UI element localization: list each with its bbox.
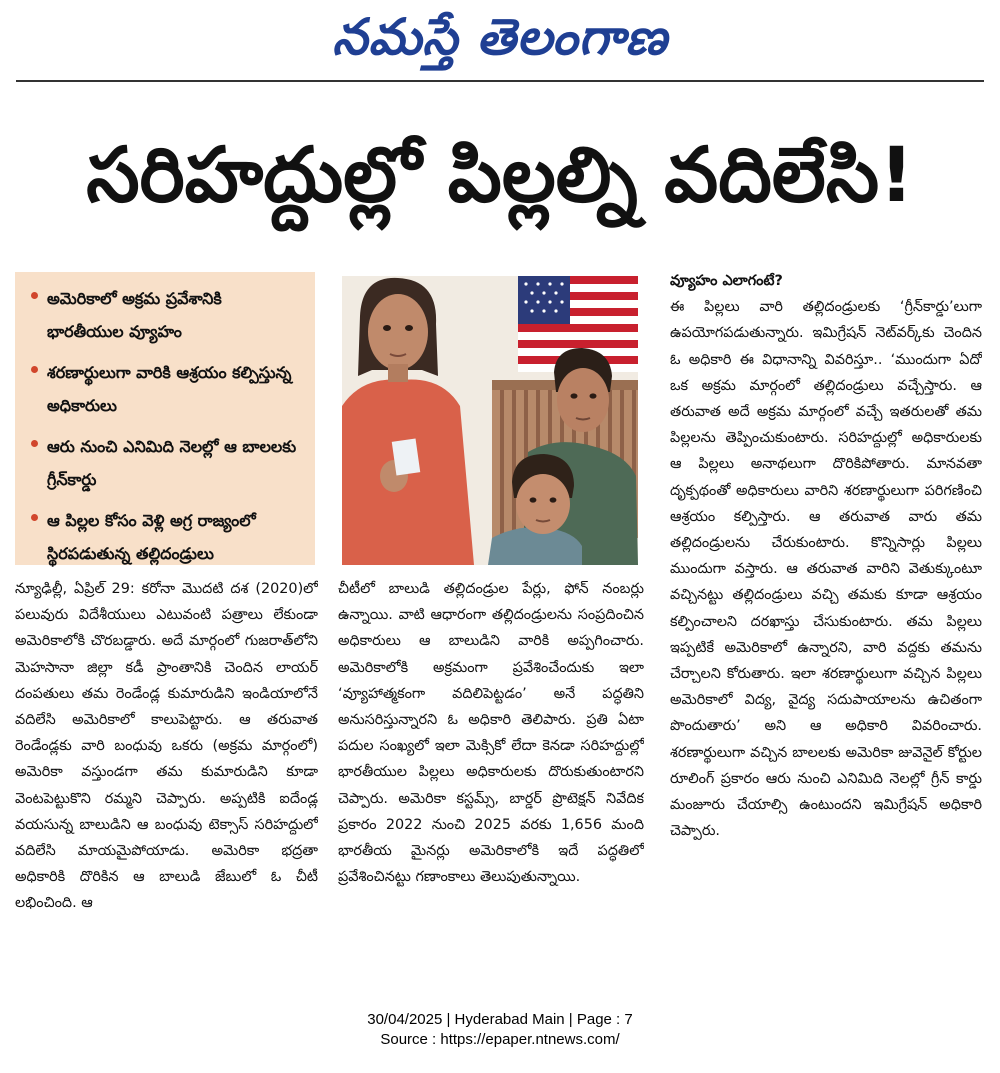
article-column-1: న్యూఢిల్లీ, ఏప్రిల్ 29: కరోనా మొదటి దశ (2020)లో పలువురు విదేశీయులు ఎటువంటి పత్రాలు లేకుండా అమెరికాలోకి చొరబడ్డారు. అదే మార్గంలో గుజరాత్‌లోని మెహసానా జిల్లా కడీ ప్రాంతానికి చెందిన లాయర్ దంపతులు తమ రెండేండ్ల కుమారుడిని ఇండియాలోనే వదిలేసి అమెరికాలో కాలుపెట్టారు. ఆ తరువాత రెండేండ్లకు వారి బంధువు ఒకరు (అక్రమ మార్గంలో) అమెరికా వస్తుండగా తమ కుమారుడిని కూడా వెంటపెట్టుకొని రమ్మని చెప్పారు. అప్పటికి ఐదేండ్ల వయసున్న బాలుడిని ఆ బంధువు టెక్సాస్ సరిహద్దులో వదిలేసి మాయమైపోయాడు. అమెరికా భద్రతా అధికారికి దొరికిన ఆ బాలుడి జేబులో ఓ చీటీ లభించింది. ఆ <box>15 581 318 912</box>
article-headline: సరిహద్దుల్లో పిల్లల్ని వదిలేసి! <box>86 130 914 219</box>
bullet-dot-icon <box>31 514 38 521</box>
column-3-text: ఈ పిల్లలు వారి తల్లిదండ్రులకు ‘గ్రీన్‌కార్డు’లుగా ఉపయోగపడుతున్నారు. ఇమిగ్రేషన్ నెట్‌వర్క్‌కు చెందిన ఓ అధికారి ఈ విధానాన్ని వివరిస్తూ.. ‘ముందుగా ఏదో ఒక అక్రమ మార్గంలో తల్లిదండ్రులు వచ్చేస్తారు. ఆ తరువాత అదే అక్రమ మార్గంలో వచ్చే ఇతరులతో తమ పిల్లలను తెప్పించుకుంటారు. సరిహద్దుల్లో అధికారులకు ఆ పిల్లలు అనాథలుగా దొరికిపోతారు. మానవతా దృక్పథంతో అధికారులు వారిని శరణార్థులుగా పరిగణించి ఆశ్రయం కల్పిస్తారు. ఆ తరువాత వారు తమ తల్లిదండ్రులను చేరుకుంటారు. కొన్నిసార్లు పిల్లలు ముందుగా వస్తారు. ఆ తరువాత వారిని వెతుక్కుంటూ వచ్చినట్టు తల్లిదండ్రులు వచ్చి తమకు కూడా ఆశ్రయం కల్పించాలని దరఖాస్తు చేసుకుంటారు. తమ పిల్లలు ఇప్పటికే అమెరికాలో ఉన్నారని, వారి వద్దకు తమను చేర్చాలని కోరుతారు. ఇలా శరణార్థులుగా వచ్చిన పిల్లలు అమెరికాలో విద్య, వైద్య సదుపాయాలను ఉచితంగా పొందుతారు’ అని ఆ అధికారి వివరించారు. శరణార్థులుగా వచ్చిన బాలలకు అమెరికా జువెనైల్ కోర్టుల రూలింగ్ ప్రకారం ఆరు నుంచి ఎనిమిది నెలల్లో గ్రీన్ కార్డు మంజూరు చేయాల్సి ఉంటుందని ఇమిగ్రేషన్ అధికారి చెప్పారు. <box>670 299 982 840</box>
highlight-item <box>31 282 303 348</box>
newspaper-masthead <box>0 2 1000 72</box>
bullet-dot-icon <box>31 292 38 299</box>
source-line: Source : https://epaper.ntnews.com/ <box>380 1031 620 1048</box>
masthead-divider <box>16 80 984 82</box>
highlight-item <box>31 356 303 422</box>
bullet-dot-icon <box>31 366 38 373</box>
highlight-text: ఆ పిల్లల కోసం వెళ్లి అగ్ర రాజ్యంలో స్థిరపడుతున్న తల్లిదండ్రులు <box>47 511 256 563</box>
edition-info: 30/04/2025 | Hyderabad Main | Page : 7 <box>367 1011 633 1028</box>
column-subheading: వ్యూహం ఎలాగంటే? <box>670 273 783 289</box>
news-photo-children-at-border <box>342 276 638 565</box>
page-footer <box>0 1010 1000 1050</box>
highlight-text: అమెరికాలో అక్రమ ప్రవేశానికి భారతీయుల వ్యూహం <box>47 289 222 341</box>
highlight-item <box>31 504 303 570</box>
masthead-title: నమస్తే తెలంగాణ <box>332 7 668 66</box>
bullet-dot-icon <box>31 440 38 447</box>
highlight-item <box>31 430 303 496</box>
article-column-3 <box>670 268 982 990</box>
article-column-2: చీటీలో బాలుడి తల్లిదండ్రుల పేర్లు, ఫోన్ నంబర్లు ఉన్నాయి. వాటి ఆధారంగా తల్లిదండ్రులను సంప్రదించిన అధికారులు ఆ బాలుడిని వారికి అప్పగించారు. అమెరికాలోకి అక్రమంగా ప్రవేశించేందుకు ఇలా ‘వ్యూహాత్మకంగా వదిలిపెట్టడం’ అనే పద్ధతిని అనుసరిస్తున్నారని ఓ అధికారి తెలిపారు. ప్రతి ఏటా పదుల సంఖ్యలో ఇలా మెక్సికో లేదా కెనడా సరిహద్దుల్లో భారతీయుల పిల్లలు అధికారులకు దొరుకుతుంటారని చెప్పారు. అమెరికా కస్టమ్స్, బార్డర్ ప్రొటెక్షన్ నివేదిక ప్రకారం 2022 నుంచి 2025 వరకు 1,656 మంది భారతీయ మైనర్లు అమెరికాలోకి ఇదే పద్ధతిలో ప్రవేశించినట్టు గణాంకాలు తెలుపుతున్నాయి. <box>338 581 644 886</box>
highlight-text: ఆరు నుంచి ఎనిమిది నెలల్లో ఆ బాలలకు గ్రీన్‌కార్డు <box>47 437 297 489</box>
highlight-text: శరణార్థులుగా వారికి ఆశ్రయం కల్పిస్తున్న అధికారులు <box>47 363 292 415</box>
photo-illustration <box>342 276 638 565</box>
highlights-box <box>15 272 315 565</box>
